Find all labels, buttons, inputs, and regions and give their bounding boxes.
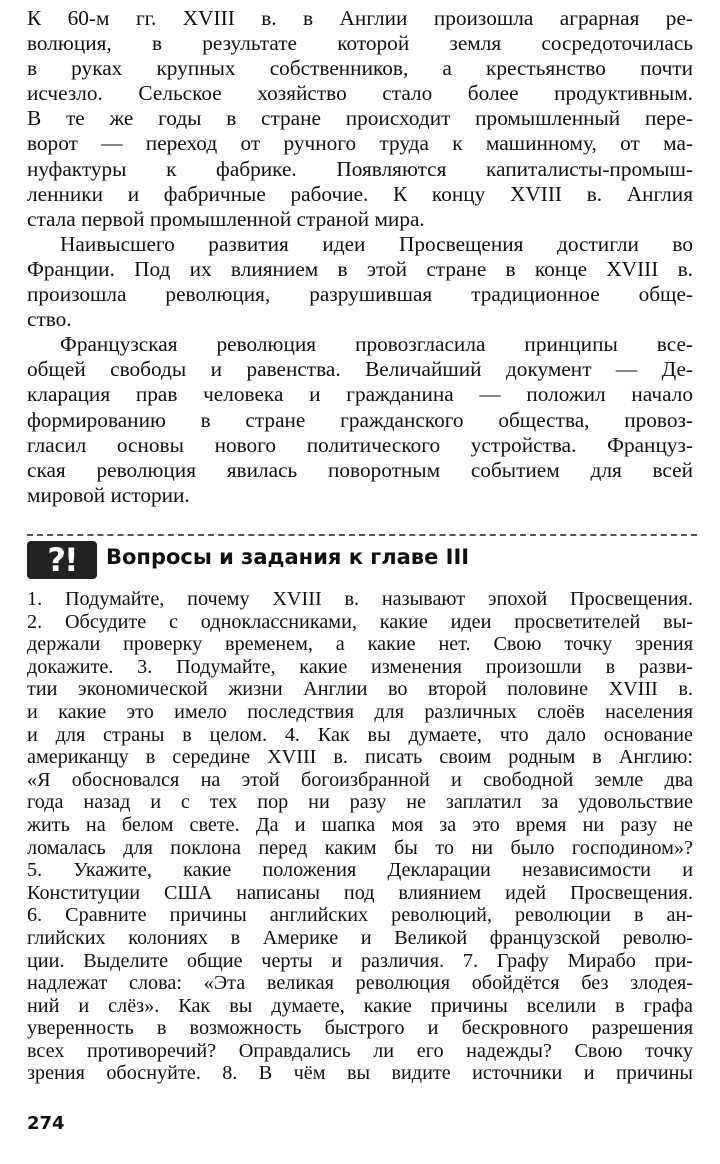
body-line: кларация прав человека и гражданина — положил начало <box>27 382 693 407</box>
question-line: Конституции США написаны под влиянием идей Просвещения. <box>27 881 693 904</box>
body-line: ворот — переход от ручного труда к машинному, от ма- <box>27 131 693 156</box>
question-line: ломалась для поклона перед каким бы то ни было господином»? <box>27 836 693 859</box>
section-divider <box>27 534 697 536</box>
question-line: ции. Выделите общие черты и различия. 7. Графу Мирабо при- <box>27 949 693 972</box>
body-line: нуфактуры к фабрике. Появляются капиталисты-промыш- <box>27 156 693 181</box>
page-number: 274 <box>27 1113 65 1134</box>
body-line: К 60-м гг. XVIII в. в Англии произошла аграрная ре- <box>27 6 693 30</box>
body-line: гласил основы нового политического устройства. Француз- <box>27 432 693 457</box>
body-line: ство. <box>27 307 72 332</box>
body-line: формированию в стране гражданского общества, провоз- <box>27 407 693 432</box>
body-text <box>27 6 693 508</box>
question-line: всех противоречий? Оправдались ли его надежды? Свою точку <box>27 1039 693 1062</box>
question-line: жить на белом свете. Да и шапка моя за это время ни разу не <box>27 813 693 836</box>
body-line: ская революция явилась поворотным событием для всей <box>27 457 693 482</box>
body-line: мировой истории. <box>27 482 190 507</box>
body-line: стала первой промышленной страной мира. <box>27 206 425 231</box>
question-line: и для страны в целом. 4. Как вы думаете, что дало основание <box>27 723 693 746</box>
question-line: держали проверку временем, а какие нет. Свою точку зрения <box>27 633 693 656</box>
question-line: «Я обосновался на этой богоизбранной и свободной земле два <box>27 768 693 791</box>
question-line: и какие это имело последствия для различных слоёв населения <box>27 700 693 723</box>
body-line: Французская революция провозгласила принципы все- <box>60 332 693 357</box>
question-line: ний и слёз». Как вы думаете, какие причины вселили в графа <box>27 994 693 1017</box>
question-line: года назад и с тех пор ни разу не заплатил за удовольствие <box>27 791 693 814</box>
body-line: волюция, в результате которой земля сосредоточилась <box>27 31 693 56</box>
question-line: 2. Обсудите с одноклассниками, какие идеи просветителей вы- <box>27 610 693 633</box>
body-line: исчезло. Сельское хозяйство стало более продуктивным. <box>27 81 693 106</box>
question-exclamation-icon: ?! <box>27 541 97 579</box>
body-line: общей свободы и равенства. Величайший документ — Де- <box>27 357 693 382</box>
section-title: Вопросы и задания к главе III <box>106 545 470 569</box>
body-line: В те же годы в стране происходит промышленный пере- <box>27 106 693 131</box>
question-line: зрения обоснуйте. 8. В чём вы видите источники и причины <box>27 1062 693 1085</box>
body-line: Франции. Под их влиянием в этой стране в конце XVIII в. <box>27 256 693 281</box>
question-line: докажите. 3. Подумайте, какие изменения произошли в разви- <box>27 655 693 678</box>
question-line: надлежат слова: «Эта великая революция обойдётся без злодея- <box>27 972 693 995</box>
questions-block <box>27 588 693 1085</box>
body-line: в руках крупных собственников, а крестьянство почти <box>27 56 693 81</box>
body-line: Наивысшего развития идеи Просвещения достигли во <box>60 231 693 256</box>
question-line: 1. Подумайте, почему XVIII в. называют эпохой Просвещения. <box>27 588 693 610</box>
question-line: 5. Укажите, какие положения Декларации независимости и <box>27 859 693 882</box>
question-line: 6. Сравните причины английских революций, революции в ан- <box>27 904 693 927</box>
question-line: американцу в середине XVIII в. писать своим родным в Англию: <box>27 746 693 769</box>
question-line: тии экономической жизни Англии во второй половине XVIII в. <box>27 678 693 701</box>
body-line: ленники и фабричные рабочие. К концу XVIII в. Англия <box>27 181 693 206</box>
body-line: произошла революция, разрушившая традиционное обще- <box>27 282 693 307</box>
question-line: глийских колониях в Америке и Великой французской револю- <box>27 926 693 949</box>
question-line: уверенность в возможность быстрого и бескровного разрешения <box>27 1017 693 1040</box>
